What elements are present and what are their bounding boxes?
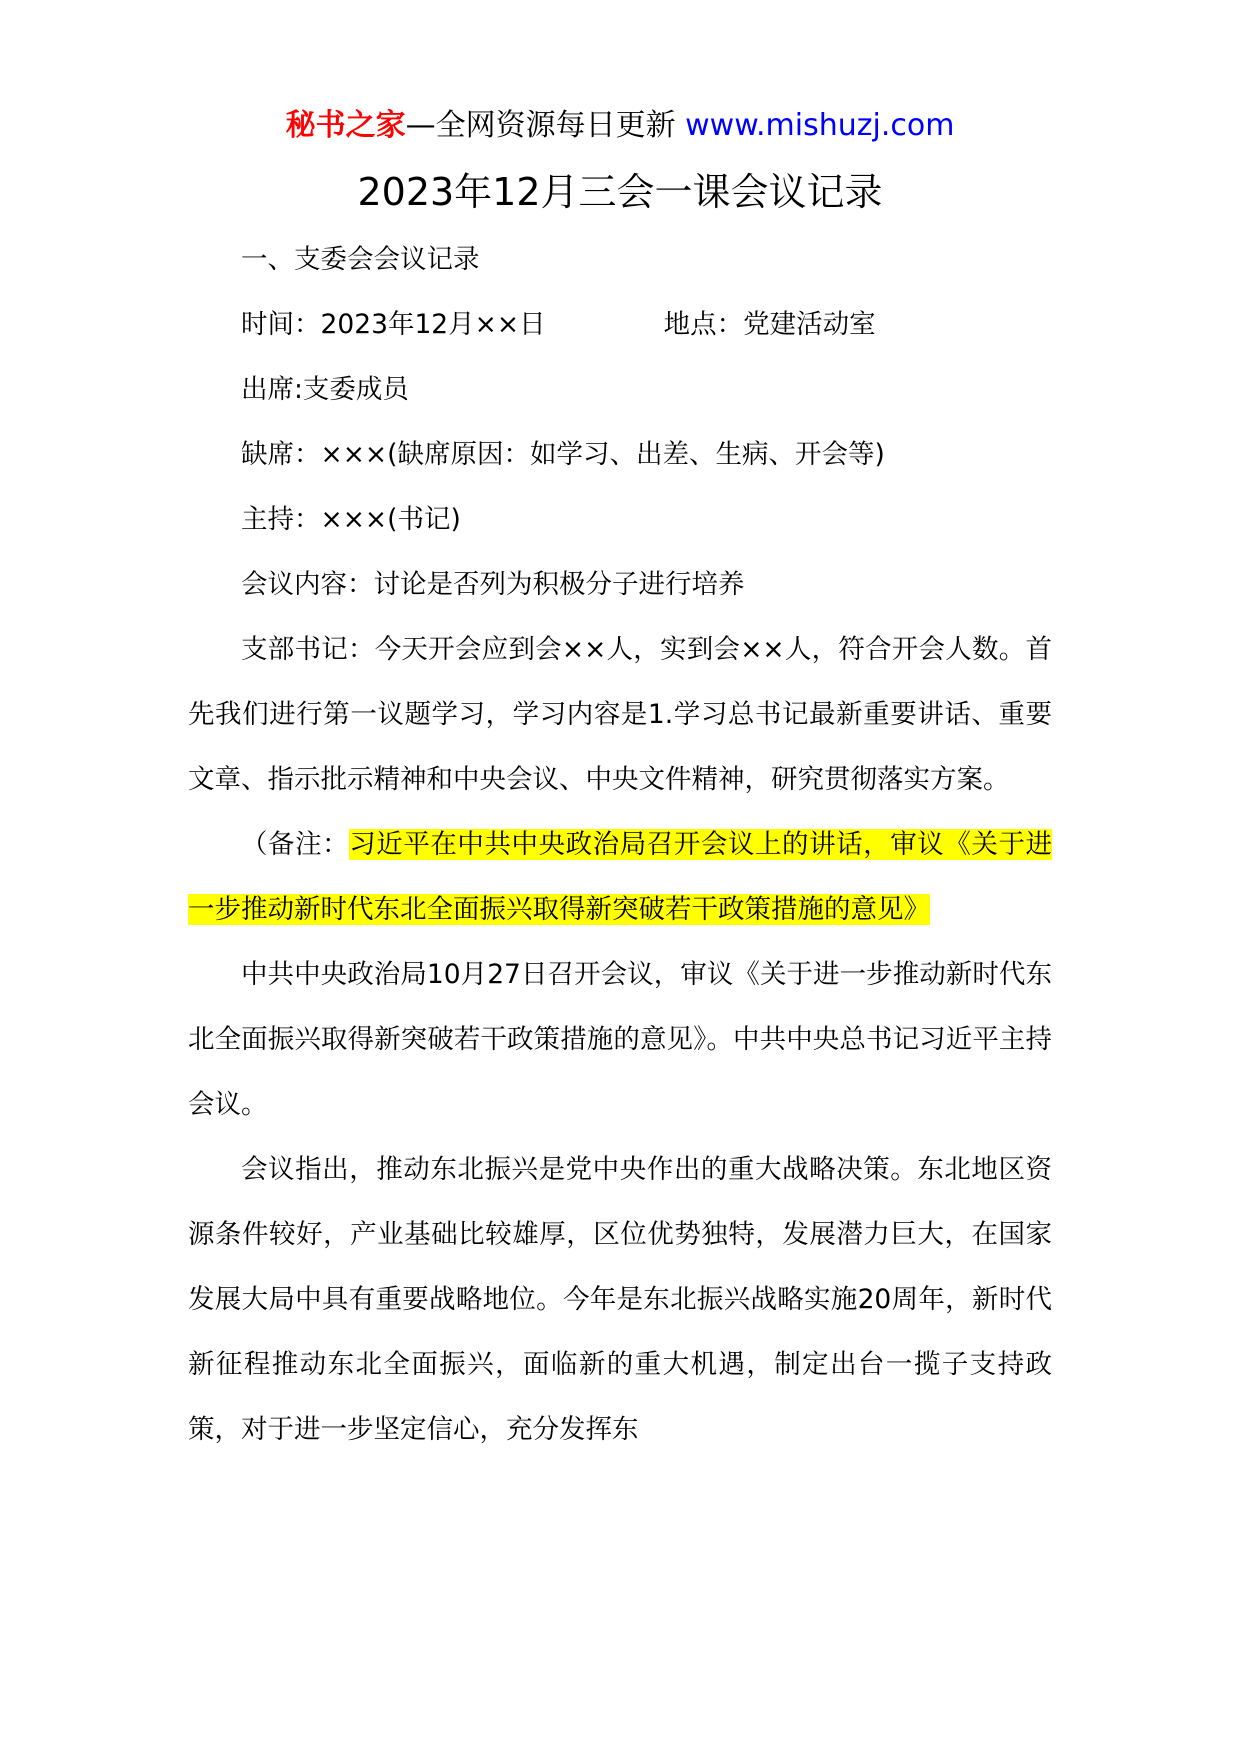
header-tagline: —全网资源每日更新 bbox=[405, 108, 686, 143]
document-body bbox=[188, 227, 1052, 1462]
attendance-line: 出席:支委成员 bbox=[241, 374, 409, 405]
paragraph-meeting-points: 会议指出，推动东北振兴是党中央作出的重大战略决策。东北地区资源条件较好，产业基础比较雄厚，区位优势独特，发展潜力巨大，在国家发展大局中具有重要战略地位。今年是东北振兴战略实施20周年，新时代新征程推动东北全面振兴，面临新的重大机遇，制定出台一揽子支持政策，对于进一步坚定信心，充分发挥东 bbox=[188, 1154, 1052, 1445]
content-line: 会议内容：讨论是否列为积极分子进行培养 bbox=[241, 569, 745, 600]
paragraph-secretary-opening: 支部书记：今天开会应到会××人，实到会××人，符合开会人数。首先我们进行第一议题学习，学习内容是1.学习总书记最新重要讲话、重要文章、指示批示精神和中央会议、中央文件精神，研究贯彻落实方案。 bbox=[188, 634, 1052, 795]
document-title: 2023年12月三会一课会议记录 bbox=[357, 170, 883, 214]
note-highlight: 习近平在中共中央政治局召开会议上的讲话，审议《关于进一步推动新时代东北全面振兴取得新突破若干政策措施的意见》 bbox=[188, 829, 1053, 925]
note-prefix: （备注： bbox=[241, 829, 350, 860]
paragraph-politburo-meeting: 中共中央政治局10月27日召开会议，审议《关于进一步推动新时代东北全面振兴取得新突破若干政策措施的意见》。中共中央总书记习近平主持会议。 bbox=[188, 959, 1052, 1120]
meeting-time: 时间：2023年12月××日 bbox=[241, 309, 546, 340]
site-header bbox=[0, 100, 1240, 152]
time-place-line bbox=[188, 292, 1052, 357]
paragraph-note bbox=[188, 812, 1052, 942]
site-url[interactable]: www.mishuzj.com bbox=[685, 108, 955, 143]
host-line: 主持：×××(书记) bbox=[241, 504, 461, 535]
meeting-place: 地点：党建活动室 bbox=[663, 309, 876, 340]
brand-name: 秘书之家 bbox=[285, 108, 406, 143]
section-heading: 一、支委会会议记录 bbox=[241, 244, 480, 275]
absence-line: 缺席：×××(缺席原因：如学习、出差、生病、开会等) bbox=[241, 439, 885, 470]
